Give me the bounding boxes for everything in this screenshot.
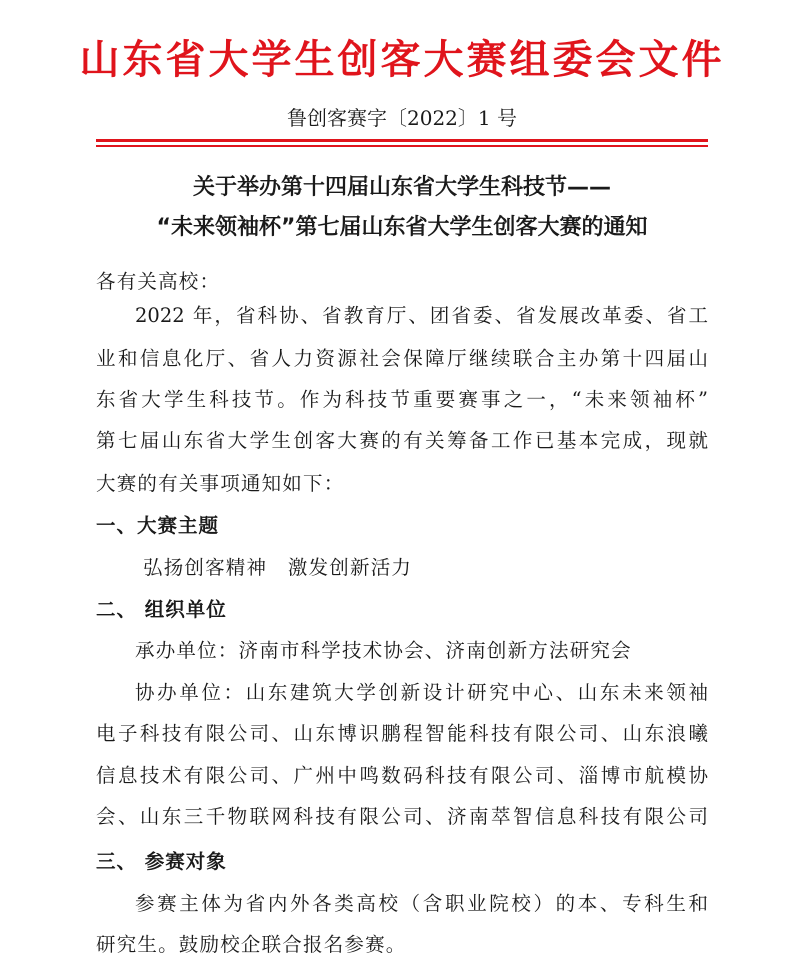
intro-line: 第七届山东省大学生创客大赛的有关筹备工作已基本完成，现就 xyxy=(96,429,708,452)
document-number: 鲁创客赛字〔2022〕1 号 xyxy=(287,106,517,130)
co-organizer-line: 电子科技有限公司、山东博识鹏程智能科技有限公司、山东浪曦 xyxy=(96,722,708,745)
section3-heading: 三、 参赛对象 xyxy=(96,850,227,873)
section3-content-line: 研究生。鼓励校企联合报名参赛。 xyxy=(96,933,407,956)
red-rule-thick xyxy=(96,139,708,142)
salutation: 各有关高校： xyxy=(96,270,221,293)
organizer-line: 承办单位：济南市科学技术协会、济南创新方法研究会 xyxy=(135,639,632,662)
section3-content-line: 参赛主体为省内外各类高校（含职业院校）的本、专科生和 xyxy=(135,892,708,915)
intro-line: 2022 年，省科协、省教育厅、团省委、省发展改革委、省工 xyxy=(135,304,708,327)
intro-line: 东省大学生科技节。作为科技节重要赛事之一，“未来领袖杯” xyxy=(96,388,708,411)
section2-heading: 二、 组织单位 xyxy=(96,598,227,621)
section1-content: 弘扬创客精神 激发创新活力 xyxy=(143,556,413,579)
document-header-title: 山东省大学生创客大赛组委会文件 xyxy=(79,37,725,83)
red-rule-thin xyxy=(96,145,708,147)
intro-line: 业和信息化厅、省人力资源社会保障厅继续联合主办第十四届山 xyxy=(96,347,708,370)
co-organizer-line: 会、山东三千物联网科技有限公司、济南萃智信息科技有限公司 xyxy=(96,805,708,828)
co-organizer-line: 信息技术有限公司、广州中鸣数码科技有限公司、淄博市航模协 xyxy=(96,764,708,787)
notice-title-line1: 关于举办第十四届山东省大学生科技节—— xyxy=(192,175,611,200)
intro-line: 大赛的有关事项通知如下： xyxy=(96,472,345,495)
notice-title-line2: “未来领袖杯”第七届山东省大学生创客大赛的通知 xyxy=(156,215,648,240)
section1-heading: 一、大赛主题 xyxy=(96,514,220,537)
co-organizer-line: 协办单位：山东建筑大学创新设计研究中心、山东未来领袖 xyxy=(135,681,708,704)
